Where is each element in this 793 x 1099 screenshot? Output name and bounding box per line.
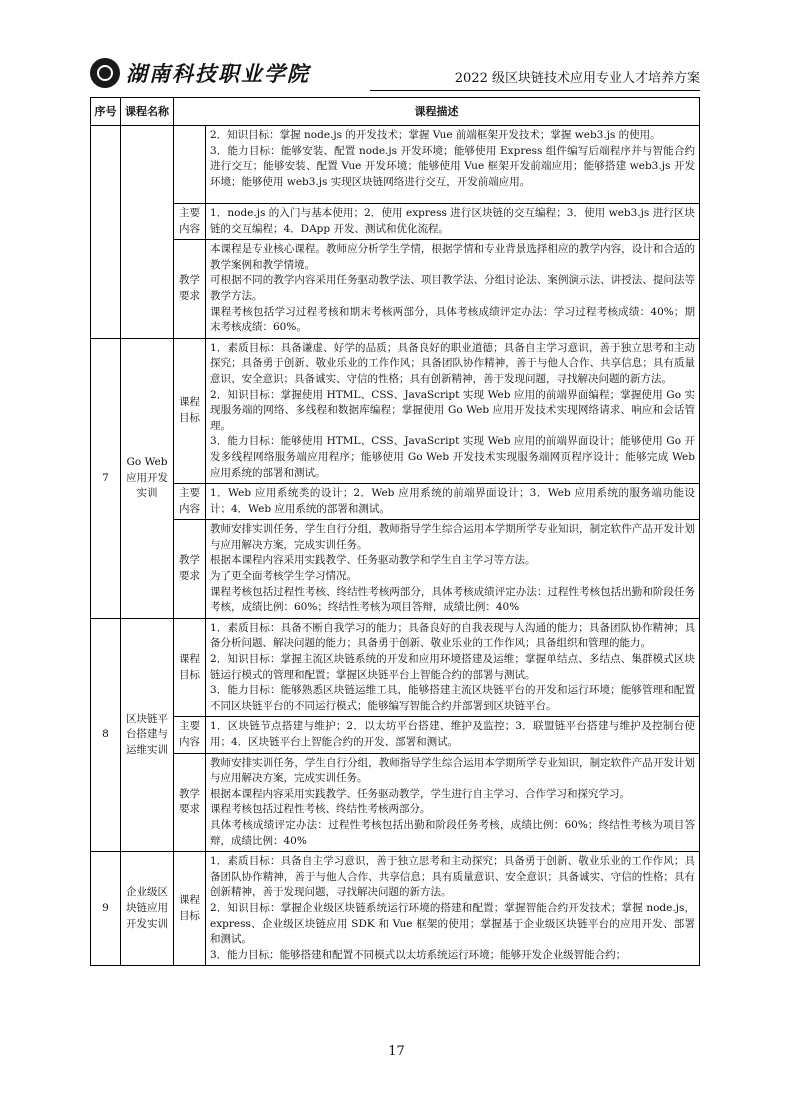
label-content: 主要内容 xyxy=(174,484,206,520)
school-name: 湖南科技职业学院 xyxy=(126,61,310,86)
cell-goal: 1．素质目标：具备自主学习意识，善于独立思考和主动探究；具备勇于创新、敬业乐业的工作作风；具备团队协作精神，善于与他人合作、共享信息；具有质量意识、安全意识；具备诚实、守信的性格；具有创新精神，善于发现问题，寻找解决问题的新方法。 2．知识目标：掌握企业级区块链系统运行环境的搭建和配置；掌握智能合约开发技术；掌握 node.js，express、企业级区块链应用 SDK 和 Vue 框架的使用；掌握基于企业级区块链平台的应用开发、部署和测试。 3．能力目标：能够搭建和配置不同模式以太坊系统运行环境；能够开发企业级智能合约； xyxy=(206,852,700,966)
col-header-name: 课程名称 xyxy=(121,98,174,126)
course-name: Go Web 应用开发实训 xyxy=(126,455,168,500)
course-table xyxy=(90,97,700,966)
label-goal: 课程目标 xyxy=(174,618,206,717)
label-goal: 课程目标 xyxy=(174,338,206,483)
course-name: 区块链平台搭建与运维实训 xyxy=(126,712,168,756)
page-number: 17 xyxy=(388,1044,405,1059)
table-row xyxy=(91,852,700,966)
cell-name xyxy=(121,852,174,966)
header-rule xyxy=(370,90,700,91)
document-title: 2022 级区块链技术应用专业人才培养方案 xyxy=(454,71,700,86)
cell-no: 7 xyxy=(91,338,121,618)
cell-goal: 1．素质目标：具备谦虚、好学的品质；具备良好的职业道德；具备自主学习意识，善于独立思考和主动探究；具备勇于创新、敬业乐业的工作作风；具备团队协作精神，善于与他人合作、共享信息；具有质量意识、安全意识；具备诚实、守信的性格；具有创新精神，善于发现问题，寻找解决问题的新方法。 2．知识目标：掌握使用 HTML、CSS、JavaScript 实现 Web 应用的前端界面编程；掌握使用 Go 实现服务端的网络、多线程和数据库编程；掌握使用 Go Web 应用开发技术实现网络请求、响应和会话管理。 3．能力目标：能够使用 HTML、CSS、JavaScript 实现 Web 应用的前端界面设计；能够使用 Go 开发多线程网络服务端应用程序；能够使用 Go Web 开发技术实现服务端网页程序设计；能够完成 Web 应用系统的部署和测试。 xyxy=(206,338,700,483)
cell-name xyxy=(121,338,174,618)
table-row xyxy=(91,126,700,204)
label-goal xyxy=(174,126,206,204)
cell-name xyxy=(121,618,174,851)
cell-goal: 2．知识目标：掌握 node.js 的开发技术；掌握 Vue 前端框架开发技术；掌握 web3.js 的使用。 3．能力目标：能够安装、配置 node.js 开发环境；能够使用 Express 组件编写后端程序并与智能合约进行交互；能够安装、配置 Vue 开发环境；能够使用 Vue 框架开发前端应用；能够搭建 web3.js 开发环境；能够使用 web3.js 实现区块链网络进行交互，开发前端应用。 xyxy=(206,126,700,204)
label-req: 教学要求 xyxy=(174,240,206,339)
cell-no: 9 xyxy=(91,852,121,966)
table-row xyxy=(91,484,700,520)
col-header-desc: 课程描述 xyxy=(174,98,700,126)
cell-content: 1．Web 应用系统类的设计；2．Web 应用系统的前端界面设计；3．Web 应用系统的服务端功能设计；4．Web 应用系统的部署和测试。 xyxy=(206,484,700,520)
cell-content: 1．node.js 的入门与基本使用；2．使用 express 进行区块链的交互编程；3．使用 web3.js 进行区块链的交互编程；4．DApp 开发、测试和优化流程。 xyxy=(206,204,700,240)
table-row xyxy=(91,338,700,483)
cell-content: 1．区块链节点搭建与维护；2．以太坊平台搭建、维护及监控；3．联盟链平台搭建与维护及控制台使用；4．区块链平台上智能合约的开发、部署和测试。 xyxy=(206,717,700,753)
table-row xyxy=(91,240,700,339)
label-content: 主要内容 xyxy=(174,717,206,753)
table-row xyxy=(91,204,700,240)
table-header-row xyxy=(91,98,700,126)
page-header xyxy=(90,56,700,92)
cell-no xyxy=(91,126,121,339)
cell-req: 教师安排实训任务，学生自行分组，教师指导学生综合运用本学期所学专业知识，制定软件产品开发计划与应用解决方案，完成实训任务。 根据本课程内容采用实践教学、任务驱动教学和学生自主学习等方法。 为了更全面考核学生学习情况。 课程考核包括过程性考核、终结性考核两部分，具体考核成绩评定办法：过程性考核包括出勤和阶段任务考核，成绩比例：60%；终结性考核为项目答辩，成绩比例：40% xyxy=(206,520,700,619)
label-req: 教学要求 xyxy=(174,520,206,619)
cell-req: 本课程是专业核心课程。教师应分析学生学情，根据学情和专业背景选择相应的教学内容，设计和合适的教学案例和教学情境。 可根据不同的教学内容采用任务驱动教学法、项目教学法、分组讨论法、案例演示法、讲授法、提问法等教学方法。 课程考核包括学习过程考核和期末考核两部分，具体考核成绩评定办法：学习过程考核成绩：40%；期末考核成绩：60%。 xyxy=(206,240,700,339)
cell-name xyxy=(121,126,174,339)
school-seal-icon xyxy=(90,58,120,88)
table-row xyxy=(91,618,700,717)
table-row xyxy=(91,753,700,852)
school-logo xyxy=(90,58,310,88)
label-goal: 课程目标 xyxy=(174,852,206,966)
label-req: 教学要求 xyxy=(174,753,206,852)
label-content: 主要内容 xyxy=(174,204,206,240)
course-name: 企业级区块链应用开发实训 xyxy=(126,886,168,930)
col-header-no: 序号 xyxy=(91,98,121,126)
table-row xyxy=(91,717,700,753)
cell-no: 8 xyxy=(91,618,121,851)
table-row xyxy=(91,520,700,619)
cell-req: 教师安排实训任务，学生自行分组，教师指导学生综合运用本学期所学专业知识，制定软件产品开发计划与应用解决方案，完成实训任务。 根据本课程内容采用实践教学、任务驱动教学，学生进行自主学习、合作学习和探究学习。 课程考核包括过程性考核、终结性考核两部分。 具体考核成绩评定办法：过程性考核包括出勤和阶段任务考核，成绩比例：60%；终结性考核为项目答辩，成绩比例：40% xyxy=(206,753,700,852)
cell-goal: 1．素质目标：具备不断自我学习的能力；具备良好的自我表现与人沟通的能力；具备团队协作精神；具备分析问题、解决问题的能力；具备勇于创新、敬业乐业的工作作风；具备组织和管理的能力。 2．知识目标：掌握主流区块链系统的开发和应用环境搭建及运维；掌握单结点、多结点、集群模式区块链运行模式的管理和配置；掌握区块链平台上智能合约的部署与测试。 3．能力目标：能够熟悉区块链运维工具，能够搭建主流区块链平台的开发和运行环境；能够管理和配置不同区块链平台的不同运行模式；能够编写智能合约并部署到区块链平台。 xyxy=(206,618,700,717)
